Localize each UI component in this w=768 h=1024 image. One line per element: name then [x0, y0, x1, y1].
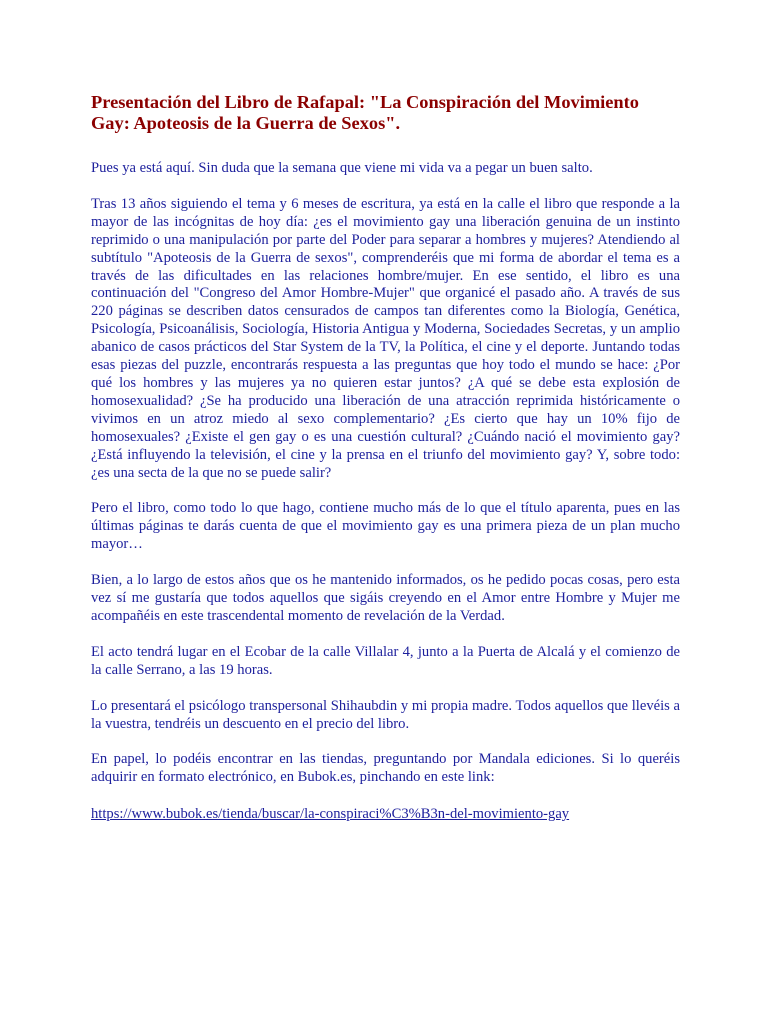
bubok-link[interactable]: https://www.bubok.es/tienda/buscar/la-conspiraci%C3%B3n-del-movimiento-gay: [91, 806, 570, 823]
paragraph-bigger-plan: Pero el libro, como todo lo que hago, contiene mucho más de lo que el título aparenta, pues en las últimas páginas te darás cuenta de que el movimiento gay es una primera pieza de un plan mucho mayor…: [91, 500, 680, 553]
paragraph-event-location: El acto tendrá lugar en el Ecobar de la calle Villalar 4, junto a la Puerta de Alcalá y el comienzo de la calle Serrano, a las 19 horas.: [91, 643, 680, 678]
paragraph-request: Bien, a lo largo de estos años que os he mantenido informados, os he pedido pocas cosas, pero esta vez sí me gustaría que todos aquellos que sigáis creyendo en el Amor entre Hombre y Mujer me acompañéis en este trascendental momento de revelación de la Verdad.: [91, 572, 680, 624]
paragraph-book-description: Tras 13 años siguiendo el tema y 6 meses de escritura, ya está en la calle el libro que responde a la mayor de las incógnitas de hoy día: ¿es el movimiento gay una liberación genuina de un instinto reprimido o una manipulación por parte del Poder para separar a hombres y mujeres? Atendiendo al subtítulo "Apoteosis de la Guerra de sexos", comprenderéis que mi forma de abordar el tema es a través de las dificultades en las relaciones hombre/mujer. En ese sentido, el libro es una continuación del "Congreso del Amor Hombre-Mujer" que organicé el pasado año. A través de sus 220 páginas se describen datos censurados de campos tan diferentes como la Biología, Genética, Psicología, Psicoanálisis, Sociología, Historia Antigua y Moderna, Sociedades Secretas, y un amplio abanico de casos prácticos del Star System de la TV, la Política, el cine y el deporte. Juntando todas esas piezas del puzzle, encontrarás respuesta a las preguntas que hoy todo el mundo se hace: ¿Por qué los hombres y las mujeres ya no quieren estar juntos? ¿A qué se debe esta explosión de homosexualidad? ¿Se ha producido una liberación de una atracción reprimida históricamente o vivimos en un atroz miedo al sexo complementario? ¿Es cierto que hay un 10% fijo de homosexuales? ¿Existe el gen gay o es una cuestión cultural? ¿Cuándo nació el movimiento gay?¿Está influyendo la televisión, el cine y la prensa en el triunfo del movimiento gay? Y, sobre todo: ¿es una secta de la que no se puede salir?: [91, 195, 680, 481]
paragraph-purchase-info: En papel, lo podéis encontrar en las tiendas, preguntando por Mandala ediciones. Si lo queréis adquirir en formato electrónico, en Bubok.es, pinchando en este link:: [91, 751, 680, 786]
paragraph-presenters: Lo presentará el psicólogo transpersonal Shihaubdin y mi propia madre. Todos aquellos que llevéis a la vuestra, tendréis un descuento en el precio del libro.: [91, 697, 680, 732]
paragraph-intro: Pues ya está aquí. Sin duda que la semana que viene mi vida va a pegar un buen salto.: [91, 160, 593, 176]
document-title: Presentación del Libro de Rafapal: "La Conspiración del Movimiento Gay: Apoteosis de la Guerra de Sexos".: [91, 92, 639, 133]
